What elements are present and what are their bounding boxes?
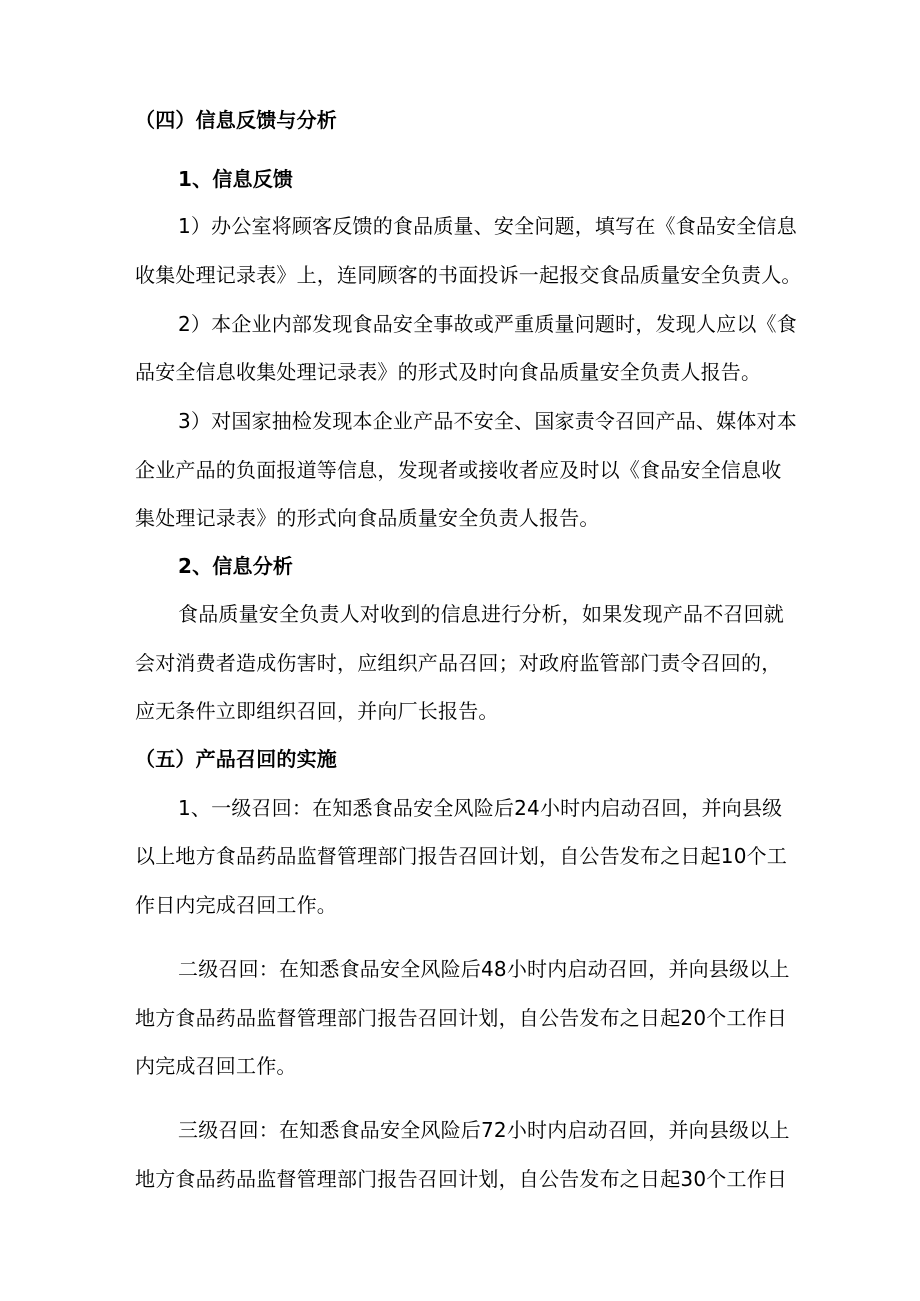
subsection-heading-analysis: 2、信息分析 (178, 554, 294, 578)
section-heading-4: （四）信息反馈与分析 (135, 108, 337, 132)
paragraph-line: 品安全信息收集处理记录表》的形式及时向食品质量安全负责人报告。 (135, 360, 762, 384)
paragraph-line: 食品质量安全负责人对收到的信息进行分析，如果发现产品不召回就 (178, 602, 784, 626)
paragraph-line: 地方食品药品监督管理部门报告召回计划，自公告发布之日起20个工作日 (135, 1006, 788, 1030)
paragraph-line: 2）本企业内部发现食品安全事故或严重质量问题时，发现人应以《食 (178, 312, 797, 336)
paragraph-line: 3）对国家抽检发现本企业产品不安全、国家责令召回产品、媒体对本 (178, 409, 797, 433)
paragraph-line: 应无条件立即组织召回，并向厂长报告。 (135, 699, 499, 723)
paragraph-line: 二级召回：在知悉食品安全风险后48小时内启动召回，并向县级以上 (178, 957, 790, 981)
paragraph-line: 内完成召回工作。 (135, 1054, 297, 1078)
paragraph-line: 集处理记录表》的形式向食品质量安全负责人报告。 (135, 506, 600, 530)
paragraph-line: 1）办公室将顾客反馈的食品质量、安全问题，填写在《食品安全信息 (178, 214, 797, 238)
paragraph-line: 会对消费者造成伤害时，应组织产品召回；对政府监管部门责令召回的， (135, 651, 782, 675)
paragraph-line: 1、一级召回：在知悉食品安全风险后24小时内启动召回，并向县级 (178, 796, 783, 820)
paragraph-line: 收集处理记录表》上，连同顾客的书面投诉一起报交食品质量安全负责人。 (135, 263, 802, 287)
paragraph-line: 作日内完成召回工作。 (135, 893, 337, 917)
subsection-heading-feedback: 1、信息反馈 (178, 167, 294, 191)
paragraph-line: 地方食品药品监督管理部门报告召回计划，自公告发布之日起30个工作日 (135, 1167, 788, 1191)
paragraph-line: 以上地方食品药品监督管理部门报告召回计划，自公告发布之日起10个工 (135, 844, 788, 868)
paragraph-line: 企业产品的负面报道等信息，发现者或接收者应及时以《食品安全信息收 (135, 458, 782, 482)
paragraph-line: 三级召回：在知悉食品安全风险后72小时内启动召回，并向县级以上 (178, 1118, 790, 1142)
section-heading-5: （五）产品召回的实施 (135, 747, 337, 771)
